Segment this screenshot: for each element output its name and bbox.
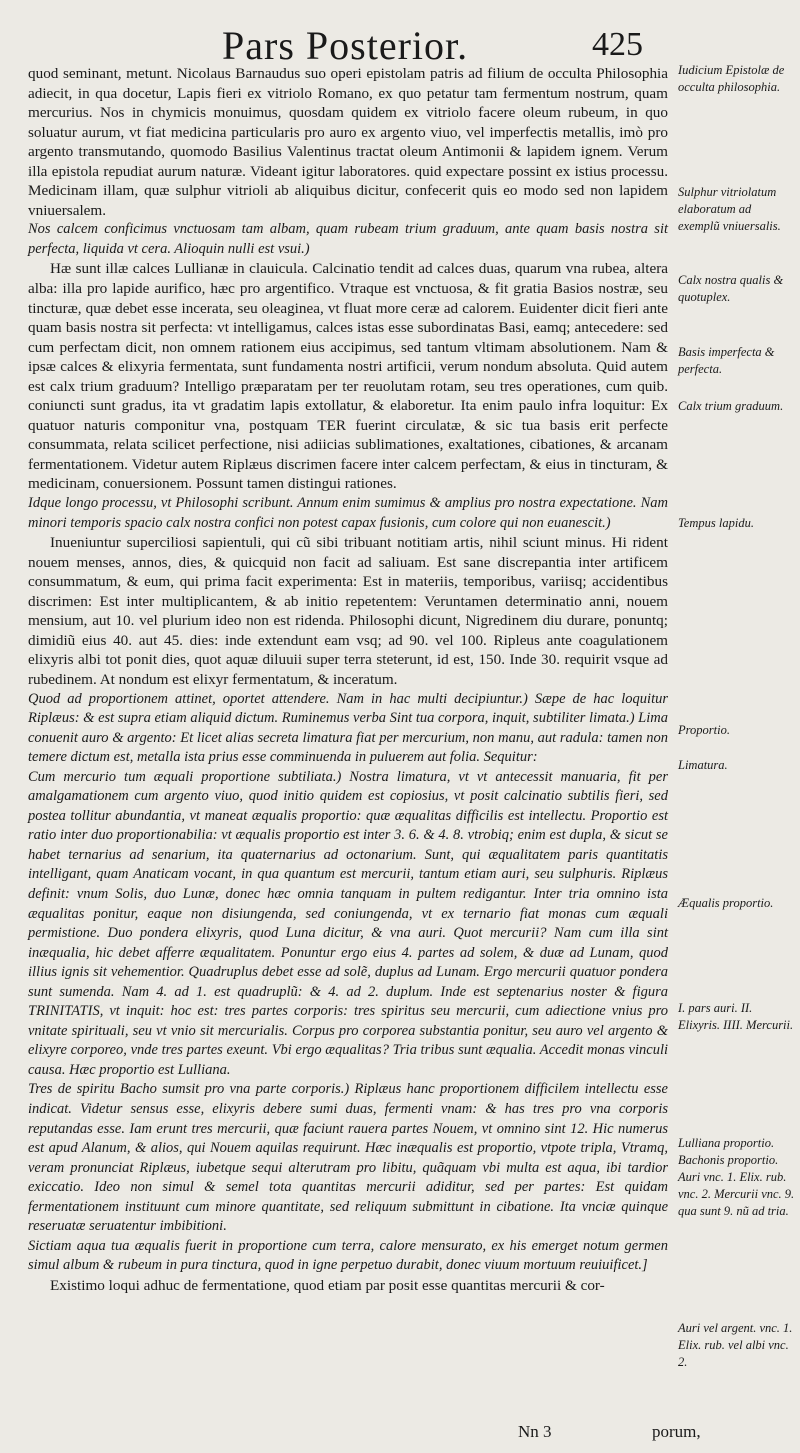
catchword: porum, <box>652 1422 701 1441</box>
margin-note: I. pars auri. II. Elixyris. IIII. Mercurii. <box>678 1001 794 1032</box>
margin-note: Calx trium graduum. <box>678 399 784 413</box>
margin-note: Æqualis proportio. <box>678 896 774 910</box>
margin-note: Iudicium Epistolæ de occulta philosophia. <box>678 63 785 94</box>
margin-note: Calx nostra qualis & quotuplex. <box>678 273 784 304</box>
quoted-verse: Nos calcem conficimus vnctuosam tam albam, quam rubeam trium graduum, ante quam basis nostra sit perfecta, liquida vt cera. Alioquin nulli est vsui.) <box>28 221 668 257</box>
quoted-verse: Tres de spiritu Bacho sumsit pro vna parte corporis.) Riplæus hanc proportionem difficilem intellectu esse indicat. Videtur sensus esse, elixyris debere sumi duas, fermenti vnam: & has tres pro vna corporis reputandas esse. Iam erunt tres mercurii, quæ faciunt rauera partes Nouem, vt omnino sint 12. Hic numerus est apud Alanum, & alios, qui Nouem aquilas requirunt. Hæc inæqualis est proportio, vtpote tripla, Vtramq, veram pronunciat Riplæus, iubetque sequi alterutram pro libitu, quãquam vbi multa est aqua, ibi tardior exiccatio. Ideo non simul & semel tota quantitas mercurii adiditur, sed per partes: Est quidam fermentationem instituunt cum minore quantitate, sed reliquum submittunt in cibatione. Ita vnciæ quinque reseruatæ seruatentur imbibitioni. <box>28 1081 668 1235</box>
margin-note: Basis imperfecta & perfecta. <box>678 345 775 376</box>
page-number: 425 <box>592 26 643 63</box>
paragraph: Hæ sunt illæ calces Lullianæ in clauicula. Calcinatio tendit ad calces duas, quarum vna rubea, altera alba: illa pro lapide aurifico, hæc pro argentifico. Vtraque est vnctuosa, & fit gratia Basios nostræ, seu tincturæ, quæ debet esse incerata, seu oleaginea, vt fluat more ceræ ad calorem. Euidenter dicit fieri ante quam basis nostra sit perfecta: vt intelligamus, calces istas esse subordinatas Basi, eamq; antecedere: sed cum perfectam dicit, non omnem rationem eius accipimus, sed tantum vltimam absolutionem. Nam & ipsæ calces & elixyria fermentata, sunt fundamenta nostri artificii, verum nondum absoluta. Quid autem est calx trium graduum? Intelligo præparatam per ter reuolutam rotam, seu tres operationes, cum quib. coniuncti sunt gradus, ita vt gradatim lapis extollatur, & elaboretur. Ita enim paulo infra loquitur: Ex quatuor naturis componitur vna, postquam TER fuerint circulatæ, & sic tua basis erit perfecte consummata, relata scilicet perfectione, nisi adiicias sublimationes, exaltationes, cibationes, & arcanam fermentationem. Videtur autem Riplæus discrimen facere inter calcem perfectam, & eius in tincturam, & medicinam, conuersionem. Possunt tamen distingui rationes. <box>28 260 668 493</box>
margin-note: Limatura. <box>678 758 728 772</box>
main-text-column <box>28 64 668 1295</box>
paragraph: quod seminant, metunt. Nicolaus Barnaudus suo operi epistolam patris ad filium de occulta Philosophia adiecit, in qua docetur, Lapis fieri ex vitriolo Romano, ex quo petatur tam fermentum nostrum, quam mercurius. Nos in chymicis monuimus, quosdam quidem ex vitriolo facere oleum rubeum, in quo soluatur aurum, vt fiat medicina particularis pro auro ex argento viuo, vel imperfectis metallis, imò pro argento transmutando, quomodo Basilius Valentinus tractat oleum Antimonii & lapidem ignem. Verum illa epistola repudiat aurum naturæ. Videant igitur laboratores. quid expectare possint ex istius processu. Medicinam illam, quæ sulphur vitrioli ab aliquibus dicitur, confecerit quis eo modo sed non lapidem vniuersalem. <box>28 65 668 219</box>
running-title: Pars Posterior. <box>222 23 469 68</box>
quoted-verse: Cum mercurio tum æquali proportione subtiliata.) Nostra limatura, vt vt antecessit manuaria, fit per amalgamationem cum argento viuo, quod initio quidem est copiosius, vt posit calcinatio subtilis fieri, sed postea tollitur abundantia, vt maneat æqualis proportio: quæ æqualitas difficilis est intellectu. Proportio est ratio inter duo proportionabilia: vt æqualis proportio est inter 3. 6. & 4. 8. vtrobiq; enim est dupla, & sicut se habet ternarius ad senarium, ita quaternarius ad octonarium. Sunt, qui æqualitatem paris quantitatis intelligant, quam Anaticam vocant, in qua quantum est mercurii, tantum etiam auri, seu sulphuris. Riplæus definit: vnum Solis, duo Lunæ, donec hæc omnia tanquam in pultem redigantur. Inter tria omnino ista æqualitas ponitur, eaque non disiungenda, sed coniungenda, vt ex ternario fiat monas cum æquali permistione. Duo pondera elixyris, quod Luna dicitur, & vna auri. Quot mercurii? Nam cum illa sint inæqualia, hic debet afferre æqualitatem. Ponuntur ergo eius 4. partes ad solem, & duæ ad Lunam, quod illius ignis sit vehementior. Quadruplus debet esse ad solẽ, duplus ad Lunam. Ergo mercurii quatuor pondera sunt sumenda. Nam 4. ad 1. est quadruplũ: & 4. ad 2. duplum. Inde est septenarius noster & figura TRINITATIS, vt inquit: hoc est: tres partes corporis: tres spiritus seu mercurii, cum adiectione vnius pro vnitate spirituali, seu vt vnio sit mercurialis. Corpus pro corporea substantia ponitur, seu auro vel argento & elixyre corporeo, vnde tres partes exeunt. Vbi ergo æqualitas? Tria tribus sunt æqualia. Accedit monas vinculi causa. Hæc proportio est Lulliana. <box>28 768 668 1078</box>
quoted-verse: Sictiam aqua tua æqualis fuerit in proportione cum terra, calore mensurato, ex his emerget notum germen simul album & rubeum in pura tinctura, quod in igne perpetuo durabit, donec viuum mortuum reuiuificet.] <box>28 1237 668 1274</box>
margin-note: Tempus lapidu. <box>678 516 754 530</box>
signature-mark: Nn 3 <box>518 1422 552 1441</box>
margin-note: Sulphur vitriolatum elaboratum ad exemplũ vniuersalis. <box>678 185 781 233</box>
quoted-verse: Idque longo processu, vt Philosophi scribunt. Annum enim sumimus & amplius pro nostra expectatione. Nam minori temporis spacio calx nostra confici non potest capax fusionis, cum colore qui non euanescit.) <box>28 495 668 531</box>
quoted-verse: Quod ad proportionem attinet, oportet attendere. Nam in hac multi decipiuntur.) Sæpe de hac loquitur Riplæus: & est supra etiam aliquid dictum. Ruminemus verba Sint tua corpora, inquit, subtiliter limata.) Lima conuenit auro & argento: Et licet alias secreta limatura fiat per mercurium, non manu, aut radula: tamen non temere dictum est, metalla ista prius esse comminuenda in puluerem aut folia. Sequitur: <box>28 690 668 766</box>
margin-note: Lulliana proportio. Bachonis proportio. Auri vnc. 1. Elix. rub. vnc. 2. Mercurii vnc. 9. qua sunt 9. nũ ad tria. <box>678 1136 795 1218</box>
margin-note: Proportio. <box>678 723 730 737</box>
paragraph: Inueniuntur superciliosi sapientuli, qui cũ sibi tribuant notitiam artis, nihil sciunt minus. Hi rident nouem menses, annos, dies, & quicquid non facit ad saliuam. Est sane discrepantia inter artificem consummatum, & eum, qui prima facit experimenta: Est in materiis, temporibus, variisq; accidentibus discrimen: Est inter multiplicantem, & ab initio repetentem: Veruntamen determinatio anni, nouem mensium, aut 10. vel plurium ideo non est ridenda. Philosophi dicunt, Nigredinem diu durare, ponuntq; dimidiũ eius 40. aut 45. dies: inde extendunt eam vsq; ad 90. vel 100. Ripleus ante coagulationem elixyris albi tot ponit dies, quot aquæ diluuii super terra steterunt, id est, 150. Inde 30. requirit vsque ad rubedinem. At nondum est elixyr fermentatum, & inceratum. <box>28 534 668 688</box>
page-footer <box>0 1418 800 1448</box>
margin-note: Auri vel argent. vnc. 1. Elix. rub. vel albi vnc. 2. <box>678 1321 793 1369</box>
paragraph: Existimo loqui adhuc de fermentatione, quod etiam par posit esse quantitas mercurii & cor- <box>50 1276 605 1294</box>
